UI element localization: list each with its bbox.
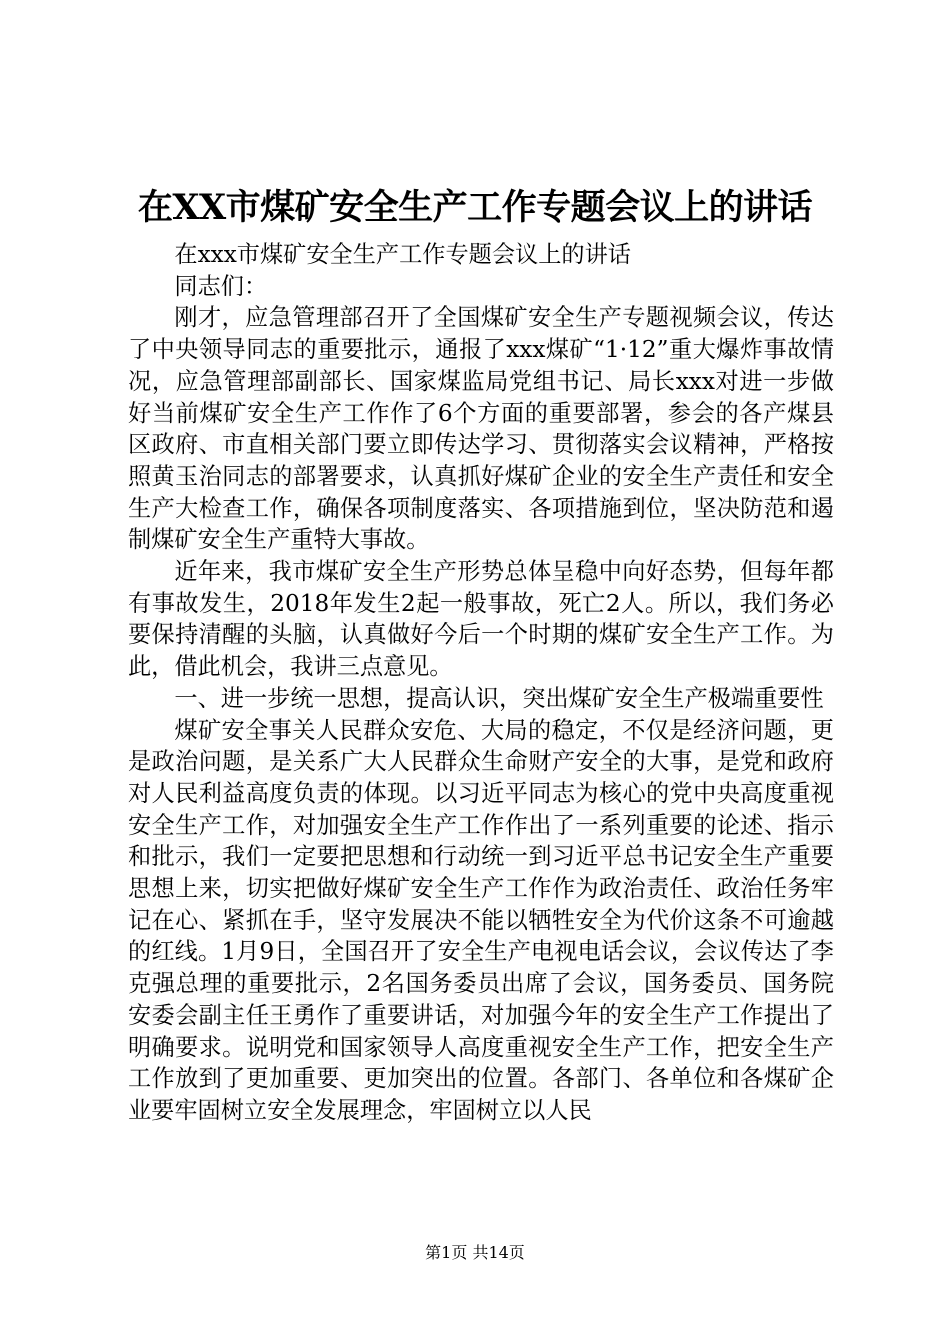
body-paragraph: 煤矿安全事关人民群众安危、大局的稳定，不仅是经济问题，更是政治问题，是关系广大人民群众生命财产安全的大事，是党和政府对人民利益高度负责的体现。以习近平同志为核心的党中央高度重视安全生产工作，对加强安全生产工作作出了一系列重要的论述、指示和批示，我们一定要把思想和行动统一到习近平总书记安全生产重要思想上来，切实把做好煤矿安全生产工作作为政治责任、政治任务牢记在心、紧抓在手，坚守发展决不能以牺牲安全为代价这条不可逾越的红线。1月9日，全国召开了安全生产电视电话会议，会议传达了李克强总理的重要批示，2名国务委员出席了会议，国务委员、国务院安委会副主任王勇作了重要讲话，对加强今年的安全生产工作提出了明确要求。说明党和国家领导人高度重视安全生产工作，把安全生产工作放到了更加重要、更加突出的位置。各部门、各单位和各煤矿企业要牢固树立安全发展理念，牢固树立以人民 — [128, 716, 834, 1124]
page-number: 第1页 共14页 — [425, 1243, 525, 1262]
document-body — [128, 239, 834, 1127]
body-paragraph: 刚才，应急管理部召开了全国煤矿安全生产专题视频会议，传达了中央领导同志的重要批示，通报了xxx煤矿“1·12”重大爆炸事故情况，应急管理部副部长、国家煤监局党组书记、局长xxx对进一步做好当前煤矿安全生产工作作了6个方面的重要部署，参会的各产煤县区政府、市直相关部门要立即传达学习、贯彻落实会议精神，严格按照黄玉治同志的部署要求，认真抓好煤矿企业的安全生产责任和安全生产大检查工作，确保各项制度落实、各项措施到位，坚决防范和遏制煤矿安全生产重特大事故。 — [128, 304, 834, 554]
document-title: 在XX市煤矿安全生产工作专题会议上的讲话 — [137, 187, 813, 228]
speech-heading: 在xxx市煤矿安全生产工作专题会议上的讲话 — [174, 241, 631, 268]
section-heading: 一、进一步统一思想，提高认识，突出煤矿安全生产极端重要性 — [174, 684, 824, 712]
salutation: 同志们： — [174, 272, 268, 300]
body-paragraph: 近年来，我市煤矿安全生产形势总体呈稳中向好态势，但每年都有事故发生，2018年发生2起一般事故，死亡2人。所以，我们务必要保持清醒的头脑，认真做好今后一个时期的煤矿安全生产工作。为此，借此机会，我讲三点意见。 — [128, 558, 834, 681]
